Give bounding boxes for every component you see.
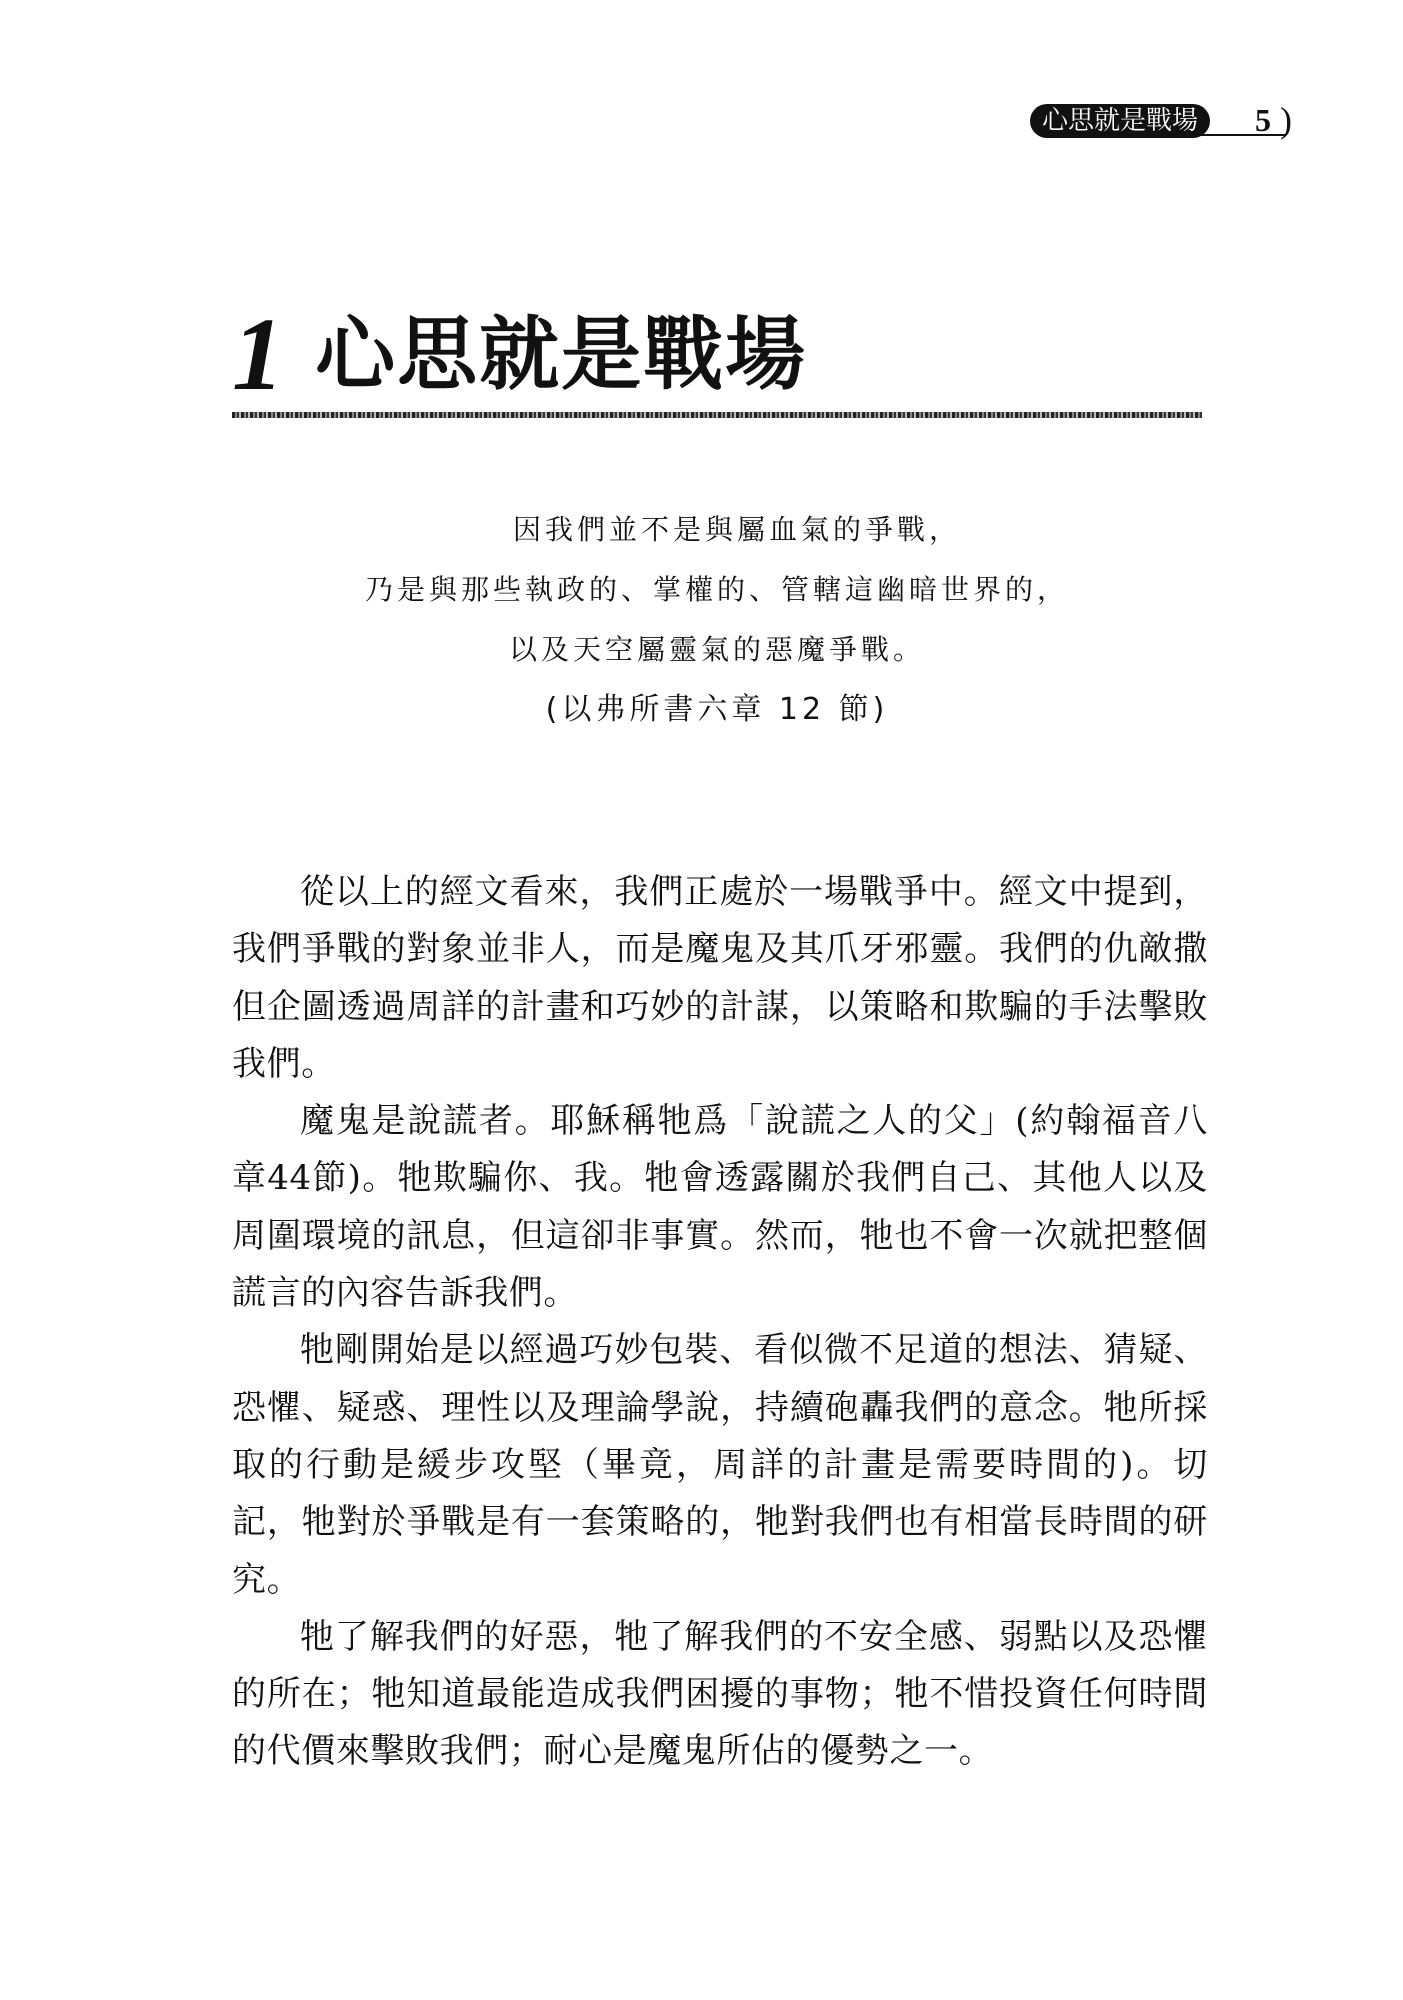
page-number-paren: ) (1280, 100, 1292, 140)
body-paragraph: 魔鬼是說謊者。耶穌稱牠爲「說謊之人的父」(約翰福音八章44節)。牠欺騙你、我。牠會透露關於我們自己、其他人以及周圍環境的訊息，但這卻非事實。然而，牠也不會一次就把整個謊言的內容告訴我們。 (232, 1101, 1208, 1314)
page-number: 5 (1255, 102, 1271, 138)
body-paragraph: 從以上的經文看來，我們正處於一場戰爭中。經文中提到，我們爭戰的對象並非人，而是魔鬼及其爪牙邪靈。我們的仇敵撒但企圖透過周詳的計畫和巧妙的計謀，以策略和欺騙的手法擊敗我們。 (232, 872, 1208, 1084)
epigraph-line: 以及天空屬靈氣的惡魔爭戰。 (508, 633, 925, 666)
body-paragraph: 牠了解我們的好惡，牠了解我們的不安全感、弱點以及恐懼的所在；牠知道最能造成我們困擾的事物；牠不惜投資任何時間的代價來擊敗我們；耐心是魔鬼所佔的優勢之一。 (232, 1616, 1208, 1772)
running-header-title: 心思就是戰場 (1030, 104, 1210, 138)
epigraph (232, 500, 1202, 740)
running-header (1030, 100, 1300, 144)
chapter-title: 心思就是戰場 (315, 308, 808, 401)
epigraph-citation: (以弗所書六章 12 節) (545, 692, 889, 727)
body-text (232, 864, 1208, 1781)
chapter-title-rule (232, 412, 1202, 418)
body-paragraph: 牠剛開始是以經過巧妙包裝、看似微不足道的想法、猜疑、恐懼、疑惑、理性以及理論學說，持續砲轟我們的意念。牠所採取的行動是緩步攻堅（畢竟，周詳的計畫是需要時間的)。切記，牠對於爭戰是有一套策略的，牠對我們也有相當長時間的研究。 (232, 1330, 1208, 1600)
chapter-heading (232, 297, 808, 412)
epigraph-line: 因我們並不是與屬血氣的爭戰， (512, 513, 961, 546)
epigraph-line: 乃是與那些執政的、掌權的、管轄這幽暗世界的， (364, 573, 1069, 606)
chapter-number: 1 (232, 297, 284, 412)
